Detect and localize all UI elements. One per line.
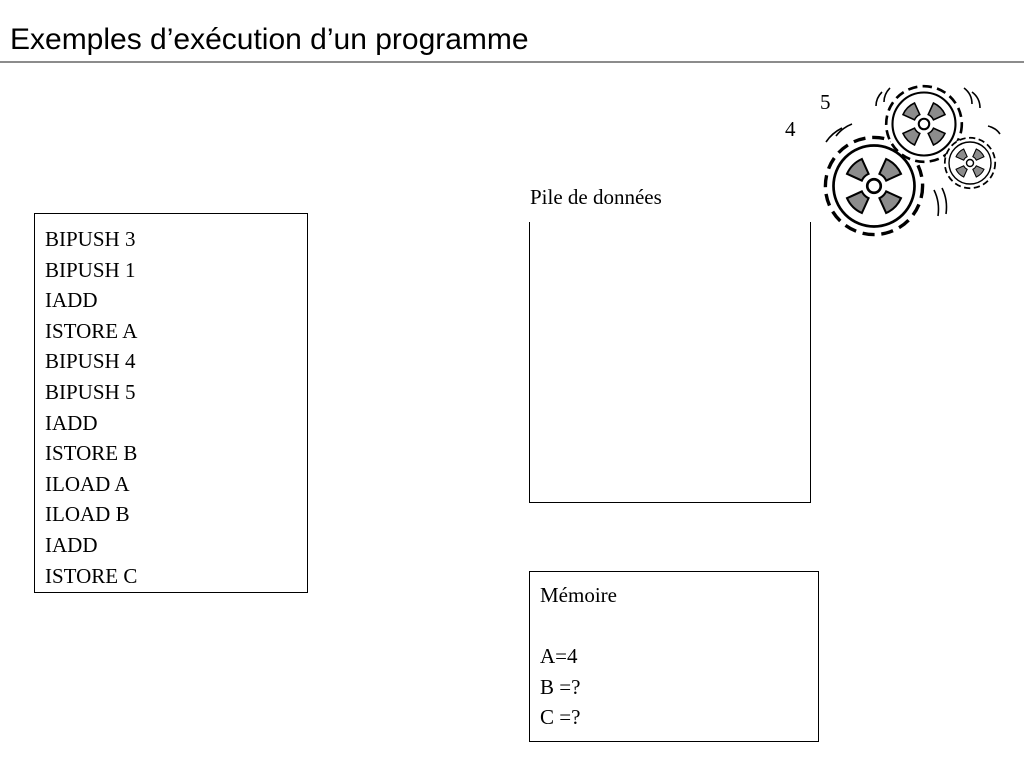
- instruction-item: BIPUSH 1: [45, 257, 136, 282]
- memory-title: Mémoire: [540, 583, 617, 607]
- instruction-list: [35, 214, 307, 591]
- memory-entry: B =?: [540, 674, 581, 699]
- instruction-item: IADD: [45, 288, 98, 313]
- memory-entry: C =?: [540, 705, 581, 730]
- small-gear-icon: [945, 138, 995, 188]
- gears-icon: [812, 78, 1012, 238]
- stack-label: Pile de données: [530, 185, 662, 209]
- program-box: [34, 213, 308, 593]
- instruction-item: ISTORE B: [45, 441, 138, 466]
- memory-entry: A=4: [540, 644, 578, 669]
- memory-box: [529, 571, 819, 742]
- instruction-item: ILOAD A: [45, 471, 130, 496]
- instruction-item: IADD: [45, 410, 98, 435]
- instruction-item: BIPUSH 4: [45, 349, 136, 374]
- instruction-item: ILOAD B: [45, 502, 130, 527]
- slide-title: Exemples d’exécution d’un programme: [10, 23, 529, 56]
- instruction-item: IADD: [45, 532, 98, 557]
- instruction-item: ISTORE A: [45, 318, 138, 343]
- data-stack-box: [529, 222, 811, 503]
- floating-value-5: 5: [820, 90, 831, 114]
- floating-value-4: 4: [785, 117, 796, 141]
- memory-spacer: [540, 611, 818, 642]
- instruction-item: ISTORE C: [45, 563, 138, 588]
- instruction-item: BIPUSH 5: [45, 379, 136, 404]
- title-divider: [0, 61, 1024, 63]
- instruction-item: BIPUSH 3: [45, 227, 136, 251]
